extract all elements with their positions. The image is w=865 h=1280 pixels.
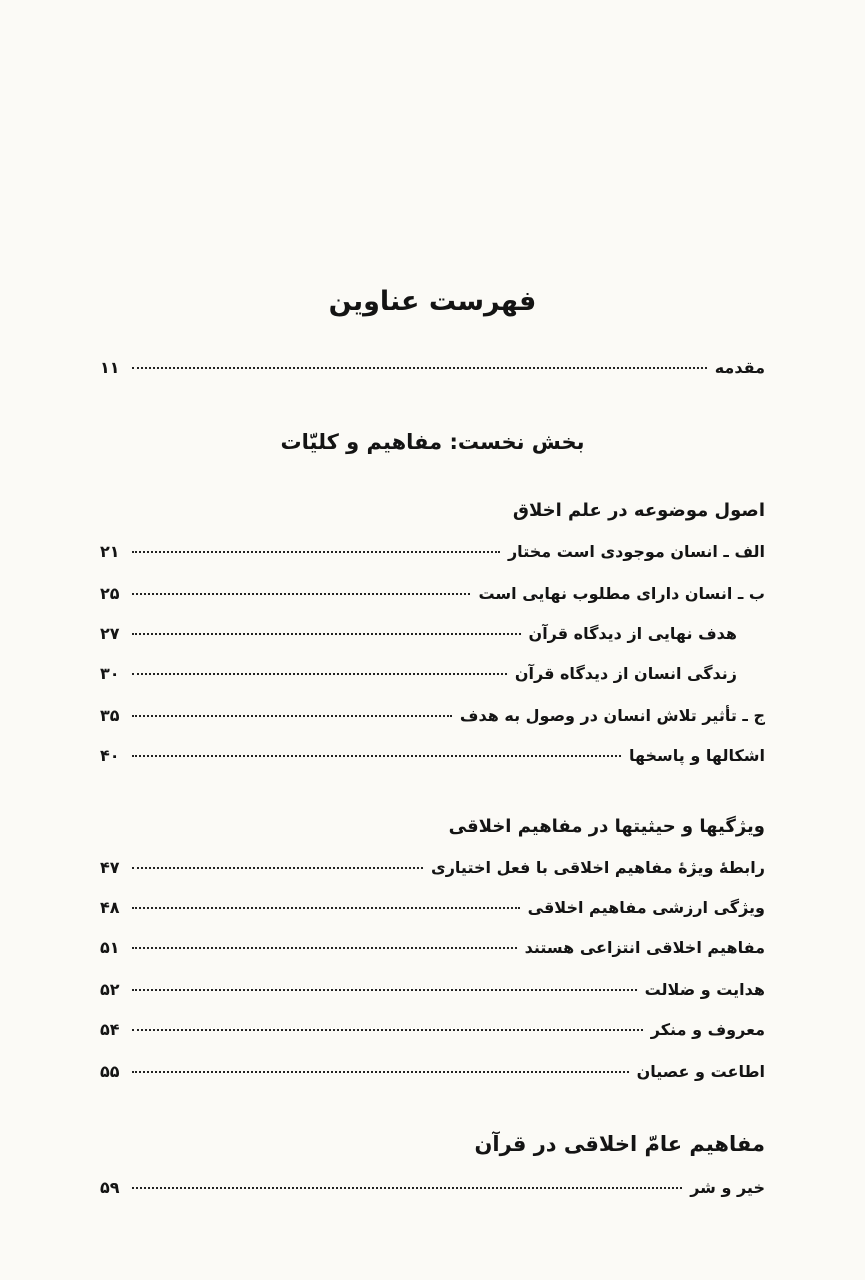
toc-entry-label: اطاعت و عصیان bbox=[636, 1062, 765, 1081]
toc-page-number: ۳۵ bbox=[100, 706, 120, 725]
toc-page-number: ۳۰ bbox=[100, 664, 120, 683]
toc-page-number: ۵۴ bbox=[100, 1020, 120, 1039]
toc-entry-label: ج ـ تأثیر تلاش انسان در وصول به هدف bbox=[459, 706, 765, 725]
toc-entry-label: مفاهیم اخلاقی انتزاعی هستند bbox=[524, 938, 765, 957]
toc-entry bbox=[100, 938, 765, 968]
toc-entry bbox=[100, 664, 765, 694]
dot-leader bbox=[132, 907, 520, 909]
dot-leader bbox=[132, 551, 500, 553]
dot-leader bbox=[132, 867, 423, 869]
toc-page-number: ۴۷ bbox=[100, 858, 120, 877]
toc-page-number: ۱۱ bbox=[100, 358, 120, 377]
toc-page-number: ۲۷ bbox=[100, 624, 120, 643]
toc-entry-label: هدایت و ضلالت bbox=[644, 980, 765, 999]
toc-entry-label: اشکالها و پاسخها bbox=[628, 746, 765, 765]
toc-entry-label: رابطهٔ ویژهٔ مفاهیم اخلاقی با فعل اختیاری bbox=[431, 858, 765, 877]
toc-entry bbox=[100, 858, 765, 888]
toc-page-number: ۵۱ bbox=[100, 938, 120, 957]
toc-entry-label: خیر و شر bbox=[690, 1178, 765, 1197]
dot-leader bbox=[132, 989, 637, 991]
dot-leader bbox=[132, 673, 507, 675]
toc-page-number: ۵۹ bbox=[100, 1178, 120, 1197]
dot-leader bbox=[132, 593, 470, 595]
dot-leader bbox=[132, 633, 521, 635]
dot-leader bbox=[132, 1187, 682, 1189]
toc-entry bbox=[100, 746, 765, 776]
toc-entry bbox=[100, 1062, 765, 1092]
toc-entry-label: الف ـ انسان موجودی است مختار bbox=[507, 542, 765, 561]
group-heading: مفاهیم عامّ اخلاقی در قرآن bbox=[474, 1132, 765, 1156]
toc-entry-label: مقدمه bbox=[714, 358, 765, 377]
toc-entry bbox=[100, 980, 765, 1010]
toc-entry bbox=[100, 1178, 765, 1208]
group-heading: اصول موضوعه در علم اخلاق bbox=[512, 500, 765, 521]
dot-leader bbox=[132, 755, 621, 757]
toc-entry-label: زندگی انسان از دیدگاه قرآن bbox=[514, 664, 737, 683]
dot-leader bbox=[132, 367, 707, 369]
toc-entry bbox=[100, 898, 765, 928]
part-heading: بخش نخست: مفاهیم و کلیّات bbox=[280, 430, 585, 454]
dot-leader bbox=[132, 1071, 629, 1073]
toc-entry bbox=[100, 542, 765, 572]
toc-entry bbox=[100, 584, 765, 614]
toc-entry-label: هدف نهایی از دیدگاه قرآن bbox=[528, 624, 737, 643]
toc-entry bbox=[100, 706, 765, 736]
toc-page-number: ۵۵ bbox=[100, 1062, 120, 1081]
dot-leader bbox=[132, 1029, 643, 1031]
page-title: فهرست عناوین bbox=[328, 286, 537, 317]
toc-page-number: ۵۲ bbox=[100, 980, 120, 999]
dot-leader bbox=[132, 947, 517, 949]
toc-entry-label: ویژگی ارزشی مفاهیم اخلاقی bbox=[527, 898, 765, 917]
dot-leader bbox=[132, 715, 452, 717]
toc-entry-label: معروف و منکر bbox=[650, 1020, 765, 1039]
toc-entry-intro bbox=[100, 358, 765, 388]
toc-page-number: ۲۱ bbox=[100, 542, 120, 561]
toc-page-number: ۲۵ bbox=[100, 584, 120, 603]
toc-entry bbox=[100, 1020, 765, 1050]
toc-entry-label: ب ـ انسان دارای مطلوب نهایی است bbox=[478, 584, 765, 603]
group-heading: ویژگیها و حیثیتها در مفاهیم اخلاقی bbox=[448, 816, 765, 837]
toc-entry bbox=[100, 624, 765, 654]
toc-page-number: ۴۸ bbox=[100, 898, 120, 917]
toc-page-number: ۴۰ bbox=[100, 746, 120, 765]
